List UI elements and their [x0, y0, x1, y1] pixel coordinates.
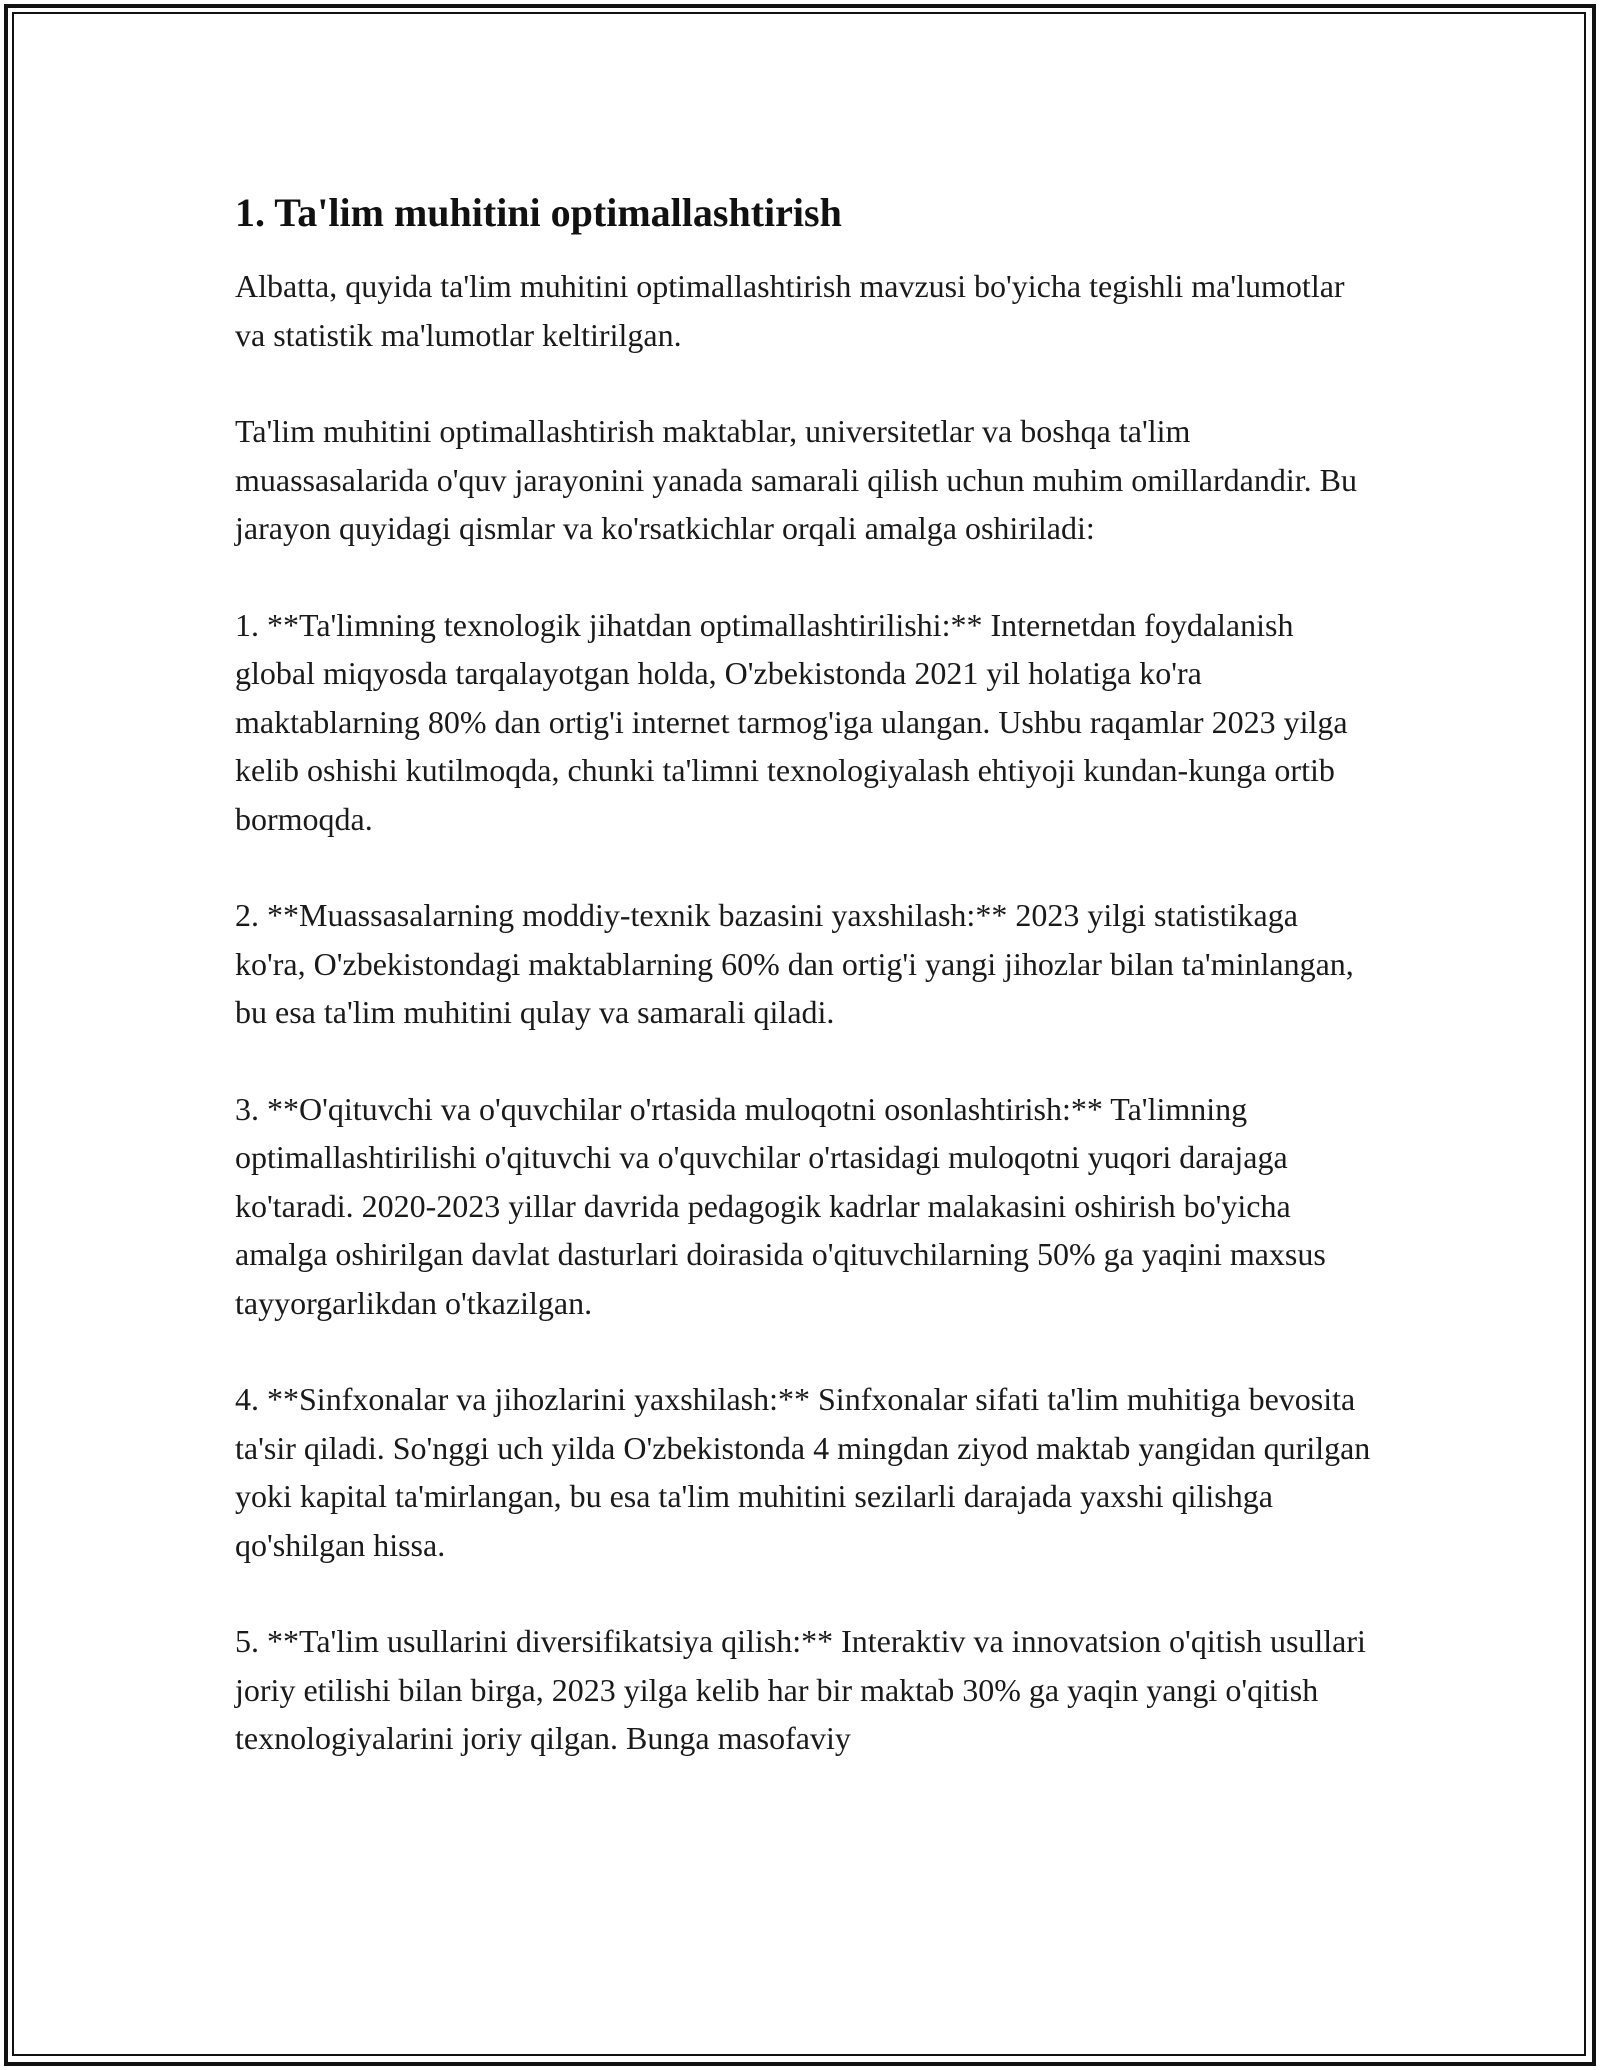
- overview-paragraph: Ta'lim muhitini optimallashtirish maktablar, universitetlar va boshqa ta'lim muassasalarida o'quv jarayonini yanada samarali qilish uchun muhim omillardandir. Bu jarayon quyidagi qismlar va ko'rsatkichlar orqali amalga oshiriladi:: [235, 413, 1357, 546]
- document-body: [235, 190, 1375, 1811]
- list-item-material-base: 2. **Muassasalarning moddiy-texnik bazasini yaxshilash:** 2023 yilgi statistikaga ko'ra, O'zbekistondagi maktablarning 60% dan ortig'i yangi jihozlar bilan ta'minlangan, bu esa ta'lim muhitini qulay va samarali qiladi.: [235, 897, 1354, 1030]
- list-item-teaching-methods: 5. **Ta'lim usullarini diversifikatsiya qilish:** Interaktiv va innovatsion o'qitish usullari joriy etilishi bilan birga, 2023 yilga kelib har bir maktab 30% ga yaqin yangi o'qitish texnologiyalarini joriy qilgan. Bunga masofaviy: [235, 1623, 1366, 1756]
- list-item-technology: 1. **Ta'limning texnologik jihatdan optimallashtirilishi:** Internetdan foydalanish global miqyosda tarqalayotgan holda, O'zbekistonda 2021 yil holatiga ko'ra maktablarning 80% dan ortig'i internet tarmog'iga ulangan. Ushbu raqamlar 2023 yilga kelib oshishi kutilmoqda, chunki ta'limni texnologiyalash ehtiyoji kundan-kunga ortib bormoqda.: [235, 606, 1348, 837]
- list-item-communication: 3. **O'qituvchi va o'quvchilar o'rtasida muloqotni osonlashtirish:** Ta'limning optimallashtirilishi o'qituvchi va o'quvchilar o'rtasidagi muloqotni yuqori darajaga ko'taradi. 2020-2023 yillar davrida pedagogik kadrlar malakasini oshirish bo'yicha amalga oshirilgan davlat dasturlari doirasida o'qituvchilarning 50% ga yaqini maxsus tayyorgarlikdan o'tkazilgan.: [235, 1090, 1326, 1321]
- intro-paragraph: Albatta, quyida ta'lim muhitini optimallashtirish mavzusi bo'yicha tegishli ma'lumotlar va statistik ma'lumotlar keltirilgan.: [235, 268, 1345, 353]
- list-item-classrooms: 4. **Sinfxonalar va jihozlarini yaxshilash:** Sinfxonalar sifati ta'lim muhitiga bevosita ta'sir qiladi. So'nggi uch yilda O'zbekistonda 4 mingdan ziyod maktab yangidan qurilgan yoki kapital ta'mirlangan, bu esa ta'lim muhitini sezilarli darajada yaxshi qilishga qo'shilgan hissa.: [235, 1381, 1371, 1563]
- section-heading: 1. Ta'lim muhitini optimallashtirish: [235, 190, 842, 235]
